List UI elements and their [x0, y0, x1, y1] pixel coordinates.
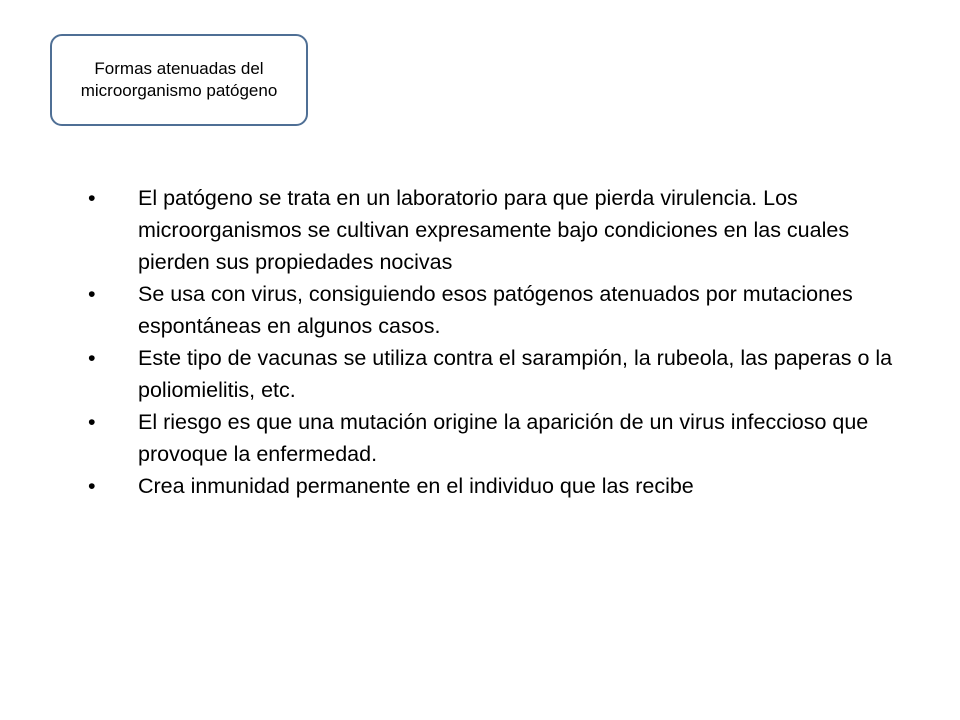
bullet-item — [88, 342, 898, 406]
bullet-item — [88, 278, 898, 342]
bullet-text: El riesgo es que una mutación origine la aparición de un virus infeccioso que provoque la enfermedad. — [138, 410, 869, 466]
bullet-dot: • — [88, 346, 96, 370]
bullet-dot: • — [88, 186, 96, 210]
bullet-text: El patógeno se trata en un laboratorio para que pierda virulencia. Los microorganismos se cultivan expresamente bajo condiciones en las cuales pierden sus propiedades nocivas — [138, 186, 850, 274]
bullet-dot: • — [88, 410, 96, 434]
bullet-list — [88, 182, 898, 502]
title-box — [50, 34, 308, 126]
bullet-dot: • — [88, 474, 96, 498]
bullet-dot: • — [88, 282, 96, 306]
bullet-item — [88, 406, 898, 470]
bullet-item — [88, 470, 898, 502]
bullet-text: Este tipo de vacunas se utiliza contra el sarampión, la rubeola, las paperas o la poliomielitis, etc. — [138, 346, 893, 402]
bullet-text: Crea inmunidad permanente en el individuo que las recibe — [138, 474, 694, 498]
bullet-text: Se usa con virus, consiguiendo esos patógenos atenuados por mutaciones espontáneas en algunos casos. — [138, 282, 853, 338]
bullet-item — [88, 182, 898, 278]
slide-title: Formas atenuadas del microorganismo patógeno — [80, 59, 278, 100]
